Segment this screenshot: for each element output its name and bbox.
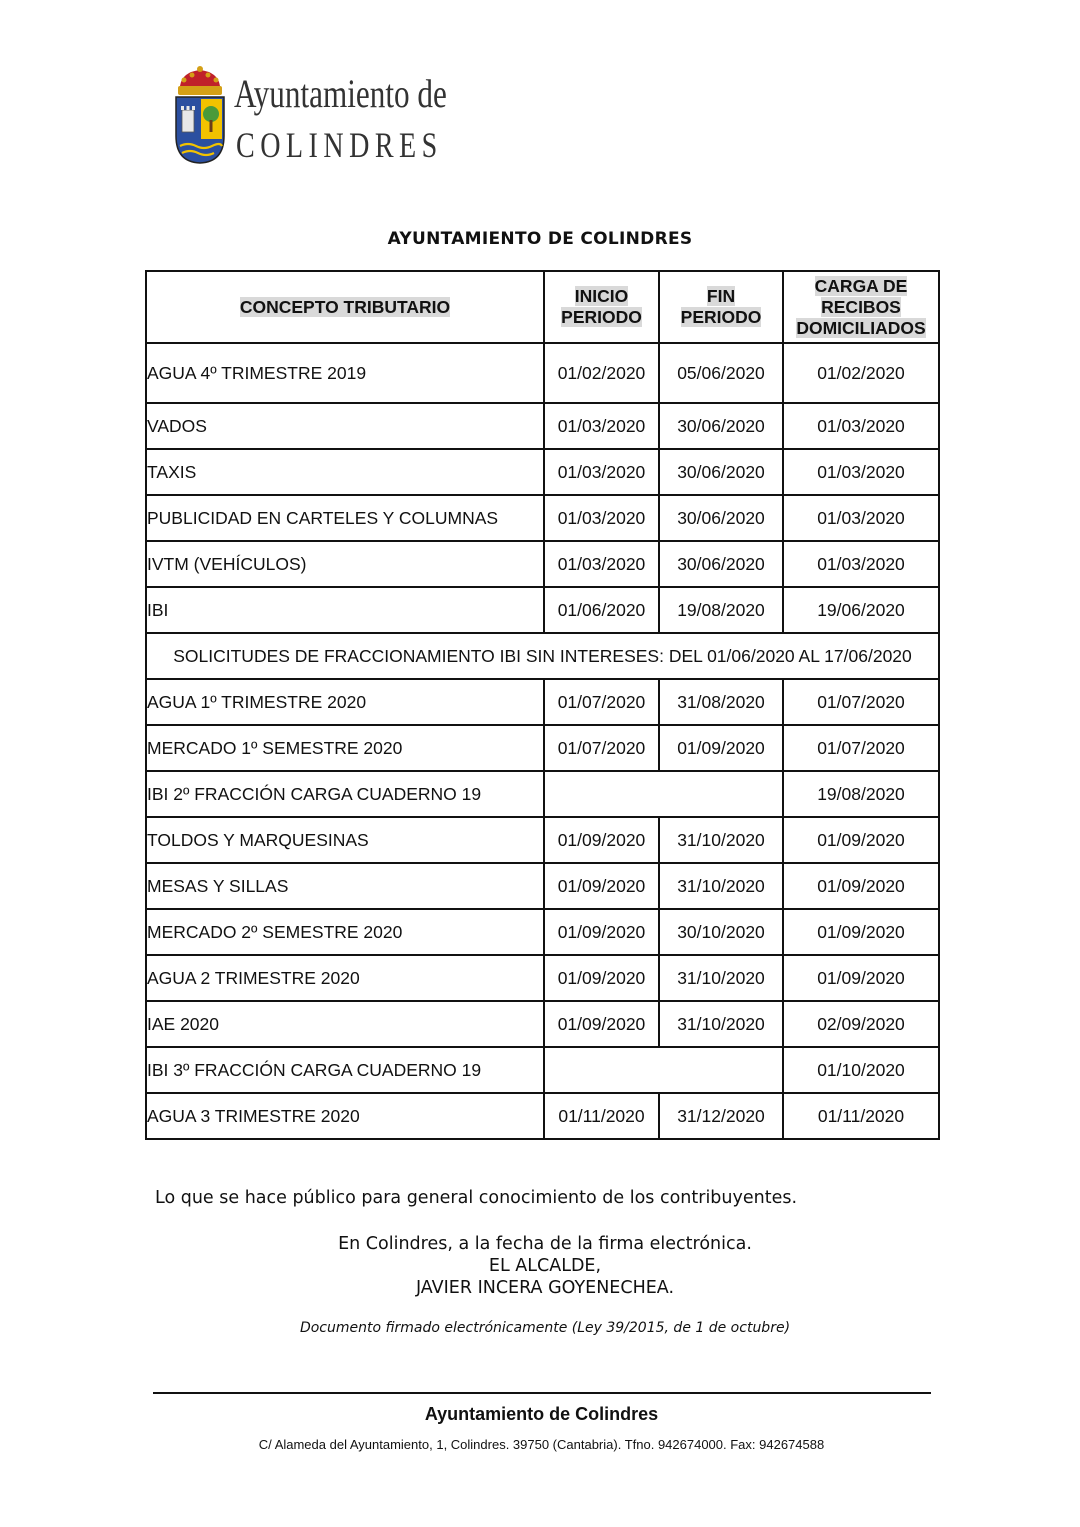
start-date-cell: 01/03/2020 (544, 403, 659, 449)
end-date-cell: 30/06/2020 (659, 495, 783, 541)
concept-cell: MERCADO 1º SEMESTRE 2020 (146, 725, 544, 771)
end-date-cell: 31/10/2020 (659, 955, 783, 1001)
end-date-cell: 05/06/2020 (659, 343, 783, 403)
charge-date-cell: 19/08/2020 (783, 771, 939, 817)
start-date-cell: 01/03/2020 (544, 541, 659, 587)
concept-cell: AGUA 1º TRIMESTRE 2020 (146, 679, 544, 725)
start-date-cell: 01/11/2020 (544, 1093, 659, 1139)
charge-date-cell: 01/03/2020 (783, 449, 939, 495)
table-row (146, 863, 939, 909)
municipal-logo (172, 66, 472, 170)
end-date-cell: 31/12/2020 (659, 1093, 783, 1139)
header-end-period: FIN PERIODO (659, 271, 783, 343)
table-row (146, 1093, 939, 1139)
start-date-cell: 01/07/2020 (544, 725, 659, 771)
concept-cell: AGUA 2 TRIMESTRE 2020 (146, 955, 544, 1001)
document-title: AYUNTAMIENTO DE COLINDRES (387, 229, 693, 249)
start-date-cell: 01/07/2020 (544, 679, 659, 725)
charge-date-cell: 01/02/2020 (783, 343, 939, 403)
table-row (146, 449, 939, 495)
table-row (146, 909, 939, 955)
start-date-cell: 01/03/2020 (544, 495, 659, 541)
start-date-cell: 01/02/2020 (544, 343, 659, 403)
table-row-note (146, 633, 939, 679)
table-row (146, 1001, 939, 1047)
charge-date-cell: 02/09/2020 (783, 1001, 939, 1047)
end-date-cell: 30/10/2020 (659, 909, 783, 955)
concept-cell: VADOS (146, 403, 544, 449)
charge-date-cell: 01/07/2020 (783, 725, 939, 771)
end-date-cell: 31/08/2020 (659, 679, 783, 725)
signature-role: EL ALCALDE, (488, 1256, 602, 1276)
concept-cell: IBI 3º FRACCIÓN CARGA CUADERNO 19 (146, 1047, 544, 1093)
charge-date-cell: 01/11/2020 (783, 1093, 939, 1139)
header-concept: CONCEPTO TRIBUTARIO (146, 271, 544, 343)
start-date-cell: 01/06/2020 (544, 587, 659, 633)
table-header-row (146, 271, 939, 343)
charge-date-cell: 01/09/2020 (783, 817, 939, 863)
table-row (146, 771, 939, 817)
logo-text-line2: COLINDRES (236, 125, 443, 165)
end-date-cell: 31/10/2020 (659, 817, 783, 863)
charge-date-cell: 01/09/2020 (783, 955, 939, 1001)
concept-cell: MESAS Y SILLAS (146, 863, 544, 909)
concept-cell: AGUA 3 TRIMESTRE 2020 (146, 1093, 544, 1139)
concept-cell: IVTM (VEHÍCULOS) (146, 541, 544, 587)
table-row (146, 817, 939, 863)
table-row (146, 343, 939, 403)
concept-cell: TAXIS (146, 449, 544, 495)
concept-cell: MERCADO 2º SEMESTRE 2020 (146, 909, 544, 955)
charge-date-cell: 01/10/2020 (783, 1047, 939, 1093)
charge-date-cell: 01/09/2020 (783, 909, 939, 955)
signature-block (0, 1233, 1080, 1299)
header-direct-debit-charge: CARGA DE RECIBOS DOMICILIADOS (783, 271, 939, 343)
charge-date-cell: 01/03/2020 (783, 541, 939, 587)
end-date-cell: 31/10/2020 (659, 863, 783, 909)
end-date-cell: 01/09/2020 (659, 725, 783, 771)
concept-cell: IBI (146, 587, 544, 633)
start-date-cell: 01/03/2020 (544, 449, 659, 495)
table-row (146, 955, 939, 1001)
concept-cell: AGUA 4º TRIMESTRE 2019 (146, 343, 544, 403)
electronic-signature-note: Documento firmado electrónicamente (Ley 39/2015, de 1 de octubre) (299, 1320, 791, 1336)
logo-text-line1: Ayuntamiento de (234, 71, 447, 116)
concept-cell: TOLDOS Y MARQUESINAS (146, 817, 544, 863)
start-date-cell: 01/09/2020 (544, 909, 659, 955)
start-date-cell: 01/09/2020 (544, 1001, 659, 1047)
concept-cell: IBI 2º FRACCIÓN CARGA CUADERNO 19 (146, 771, 544, 817)
coat-of-arms-icon (172, 66, 228, 166)
charge-date-cell: 01/03/2020 (783, 403, 939, 449)
end-date-cell: 19/08/2020 (659, 587, 783, 633)
footer-organization: Ayuntamiento de Colindres (424, 1404, 659, 1424)
charge-date-cell: 01/09/2020 (783, 863, 939, 909)
period-empty-cell (544, 1047, 783, 1093)
end-date-cell: 30/06/2020 (659, 449, 783, 495)
table-row (146, 725, 939, 771)
period-empty-cell (544, 771, 783, 817)
footer-address: C/ Alameda del Ayuntamiento, 1, Colindres. 39750 (Cantabria). Tfno. 942674000. Fax: 942674588 (258, 1437, 825, 1452)
concept-cell: IAE 2020 (146, 1001, 544, 1047)
installment-request-note: SOLICITUDES DE FRACCIONAMIENTO IBI SIN INTERESES: DEL 01/06/2020 AL 17/06/2020 (146, 633, 939, 679)
table-row (146, 587, 939, 633)
tax-calendar-table (145, 270, 940, 1140)
public-notice-text: Lo que se hace público para general conocimiento de los contribuyentes. (155, 1188, 798, 1208)
table-row (146, 679, 939, 725)
footer-divider (153, 1392, 931, 1394)
table-row (146, 495, 939, 541)
table-row (146, 541, 939, 587)
signature-place-date: En Colindres, a la fecha de la firma electrónica. (338, 1234, 752, 1254)
header-start-period: INICIO PERIODO (544, 271, 659, 343)
start-date-cell: 01/09/2020 (544, 817, 659, 863)
table-row (146, 403, 939, 449)
start-date-cell: 01/09/2020 (544, 955, 659, 1001)
table-row (146, 1047, 939, 1093)
end-date-cell: 30/06/2020 (659, 403, 783, 449)
end-date-cell: 31/10/2020 (659, 1001, 783, 1047)
charge-date-cell: 19/06/2020 (783, 587, 939, 633)
charge-date-cell: 01/07/2020 (783, 679, 939, 725)
start-date-cell: 01/09/2020 (544, 863, 659, 909)
signature-name: JAVIER INCERA GOYENECHEA. (415, 1278, 675, 1298)
concept-cell: PUBLICIDAD EN CARTELES Y COLUMNAS (146, 495, 544, 541)
charge-date-cell: 01/03/2020 (783, 495, 939, 541)
end-date-cell: 30/06/2020 (659, 541, 783, 587)
